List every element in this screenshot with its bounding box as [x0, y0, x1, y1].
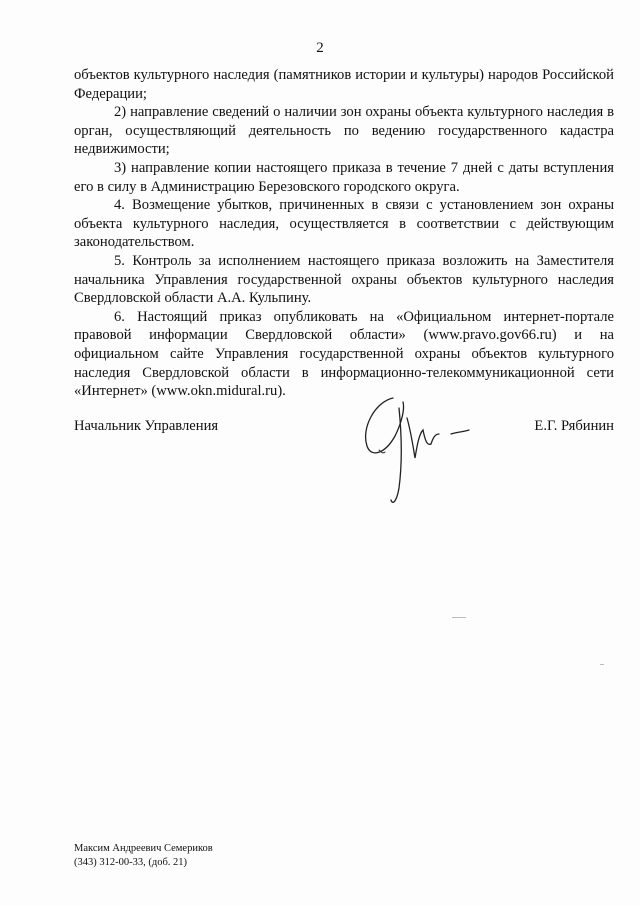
paragraph-item-3: 3) направление копии настоящего приказа в течение 7 дней с даты вступления его в силу в Администрацию Березовского городского округа.	[74, 159, 614, 195]
paragraph-point-4: 4. Возмещение убытков, причиненных в связи с установлением зон охраны объекта культурного наследия, осуществляется в соответствии с действующим законодательством.	[74, 197, 614, 251]
paragraph-item-2: 2) направление сведений о наличии зон охраны объекта культурного наследия в орган, осуществляющий деятельность по ведению государственного кадастра недвижимости;	[74, 104, 614, 158]
scan-speck	[600, 664, 604, 665]
paragraph-point-5: 5. Контроль за исполнением настоящего приказа возложить на Заместителя начальника Управления государственной охраны объектов культурного наследия Свердловской области А.А. Кульпину.	[74, 252, 614, 307]
paragraph-item-1-continuation: объектов культурного наследия (памятников истории и культуры) народов Российской Федерации;	[74, 67, 614, 102]
executor-name: Максим Андреевич Семериков	[74, 843, 213, 854]
handwritten-signature	[355, 388, 485, 518]
executor-info	[74, 842, 213, 870]
page-number: 2	[316, 40, 324, 56]
paragraph-point-6: 6. Настоящий приказ опубликовать на «Официальном интернет-портале правовой информации Свердловской области» (www.pravo.gov66.ru) и на официальном сайте Управления государственной охраны объектов культурного наследия Свердловской области в информационно-телекоммуникационной сети «Интернет» (www.okn.midural.ru).	[74, 308, 614, 400]
executor-phone: (343) 312-00-33, (доб. 21)	[74, 857, 188, 868]
scan-speck	[452, 617, 466, 618]
document-body	[74, 66, 614, 401]
signatory-title: Начальник Управления	[74, 418, 219, 434]
signatory-name: Е.Г. Рябинин	[534, 418, 614, 434]
